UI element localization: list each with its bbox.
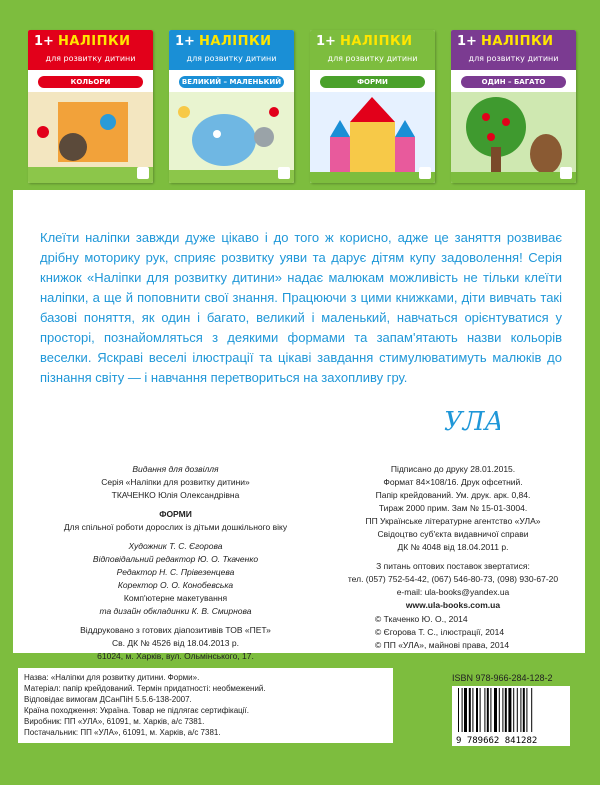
barcode-bar (502, 688, 503, 732)
barcode (452, 686, 570, 746)
barcode-bar (517, 688, 518, 732)
book-topic: КОЛЬОРИ (38, 76, 143, 88)
printer-1: Віддруковано з готових діапозитивів ТОВ «ПЕТ» (80, 625, 271, 635)
age-label: 1+ (175, 34, 195, 49)
barcode-bar (490, 688, 491, 732)
book-cover-big-small (169, 30, 294, 183)
age-label: 1+ (34, 34, 54, 49)
series-name: Серія «Наліпки для розвитку дитини» (101, 477, 250, 487)
country: Країна походження: Україна. Товар не підлягає сертифікації. (24, 706, 249, 715)
book-topic: ВЕЛИКИЙ – МАЛЕНЬКИЙ (179, 76, 284, 88)
email: e-mail: ula-books@yandex.ua (396, 587, 510, 597)
print-run: Тираж 2000 прим. Зам № 15-01-3004. (378, 503, 528, 513)
copyright-line: © Єгорова Т. С., ілюстрації, 2014 (375, 627, 505, 637)
signed-date: Підписано до друку 28.01.2015. (390, 464, 516, 474)
series-subtitle: для розвитку дитини (186, 54, 277, 63)
manufacturer: Виробник: ПП «УЛА», 61091, м. Харків, а/с 7381. (24, 717, 205, 726)
imprint-right (338, 463, 568, 612)
website: www.ula-books.com.ua (405, 600, 501, 610)
edition-type: Видання для дозвілля (132, 464, 219, 474)
standard: Відповідає вимогам ДСанПіН 5.5.6-138-2007. (24, 695, 192, 704)
material: Матеріал: папір крейдований. Термін придатності: необмежений. (24, 684, 266, 693)
logo-text: УЛА (444, 407, 500, 437)
contact-header: З питань оптових поставок звертатися: (376, 561, 530, 571)
series-brand: НАЛІПКИ (481, 34, 554, 49)
copyright-block (375, 613, 575, 652)
barcode-bar (484, 688, 485, 732)
responsible-editor: Відповідальний редактор Ю. О. Ткаченко (92, 554, 259, 564)
age-label: 1+ (457, 34, 477, 49)
barcode-bar (462, 688, 463, 732)
isbn: ISBN 978-966-284-128-2 (452, 673, 553, 683)
book-topic: ОДИН – БАГАТО (461, 76, 566, 88)
cover-illustration (169, 92, 294, 183)
barcode-bar (526, 688, 527, 732)
corrector: Коректор О. О. Конобевська (117, 580, 234, 590)
cover-illustration (451, 92, 576, 183)
paper: Папір крейдований. Ум. друк. арк. 0,84. (375, 490, 531, 500)
book-topic: ФОРМИ (320, 76, 425, 88)
format: Формат 84×108/16. Друк офсетний. (383, 477, 523, 487)
book-cover-shapes (310, 30, 435, 183)
barcode-bar (508, 688, 511, 732)
ula-logo-icon (137, 167, 149, 179)
barcode-bar (469, 688, 471, 732)
barcode-bar (476, 688, 478, 732)
artist: Художник Т. С. Єгорова (128, 541, 223, 551)
series-subtitle: для розвитку дитини (468, 54, 559, 63)
barcode-bar (480, 688, 481, 732)
supplier: Постачальник: ПП «УЛА», 61091, м. Харків, а/с 7381. (24, 728, 221, 737)
layout-credit-1: Комп'ютерне макетування (123, 593, 228, 603)
barcode-bar (499, 688, 500, 732)
series-brand: НАЛІПКИ (199, 34, 272, 49)
barcode-bar (523, 688, 525, 732)
book-title: ФОРМИ (159, 509, 192, 519)
ula-logo-icon (419, 167, 431, 179)
series-brand: НАЛІПКИ (58, 34, 131, 49)
age-label: 1+ (316, 34, 336, 49)
ula-logo (440, 400, 500, 440)
copyright-line: © ПП «УЛА», майнові права, 2014 (375, 640, 510, 650)
barcode-bar (487, 688, 489, 732)
series-subtitle: для розвитку дитини (327, 54, 418, 63)
series-description: Клеїти наліпки завжди дуже цікаво і до того ж корисно, адже це заняття розвиває дрібну моторику рук, сприяє розвитку уяви та дарує дітям купу задоволення! Серія книжок «Наліпки для розвитку дитини» надає малюкам можливість не тільки клеїти наліпки, а ще й поповнити свої знання. Працюючи з цими книжками, діти вивчать такі базові поняття, як один і багато, великий і маленький, навчаться орієнтуватися у просторі, познайомляться з деякими формами та запам'ятають назви кольорів веселки. Яскраві веселі ілюстрації та цікаві завдання стимулюватимуть малюків до пізнання світу — і навчання перетвориться на захопливу гру. (40, 230, 562, 385)
imprint-left (28, 463, 323, 663)
phones: тел. (057) 752-54-42, (067) 546-80-73, (098) 930-67-20 (347, 574, 559, 584)
cover-illustration (28, 92, 153, 183)
printer-2: Св. ДК № 4526 від 18.04.2013 р. (112, 638, 239, 648)
barcode-bar (505, 688, 507, 732)
book-cover-colors (28, 30, 153, 183)
author-name: ТКАЧЕНКО Юлія Олександрівна (111, 490, 240, 500)
series-brand: НАЛІПКИ (340, 34, 413, 49)
printer-3: 61024, м. Харків, вул. Ольмінського, 17. (97, 651, 254, 661)
cover-illustration (310, 92, 435, 183)
editor: Редактор Н. С. Прівезенцева (116, 567, 235, 577)
ula-logo-icon (278, 167, 290, 179)
product-info-box (18, 668, 393, 743)
barcode-bar (472, 688, 473, 732)
layout-credit-2: та дизайн обкладинки К. В. Смирнова (99, 606, 252, 616)
certificate-number: ДК № 4048 від 18.04.2011 р. (397, 542, 509, 552)
barcode-digits: 9 789662 841282 (456, 736, 538, 746)
barcode-bar (458, 688, 459, 732)
ula-logo-icon (560, 167, 572, 179)
barcode-bar (464, 688, 467, 732)
barcode-bar (513, 688, 514, 732)
copyright-line: © Ткаченко Ю. О., 2014 (375, 614, 468, 624)
barcode-bar (520, 688, 521, 732)
book-series-row (28, 22, 578, 192)
audience: Для спільної роботи дорослих із дітьми дошкільного віку (63, 522, 288, 532)
book-cover-one-many (451, 30, 576, 183)
product-name: Назва: «Наліпки для розвитку дитини. Форми». (24, 673, 200, 682)
series-subtitle: для розвитку дитини (45, 54, 136, 63)
barcode-bar (531, 688, 532, 732)
certificate: Свідоцтво суб'єкта видавничої справи (377, 529, 529, 539)
barcode-bar (494, 688, 497, 732)
publisher: ПП Українське літературне агентство «УЛА» (365, 516, 541, 526)
